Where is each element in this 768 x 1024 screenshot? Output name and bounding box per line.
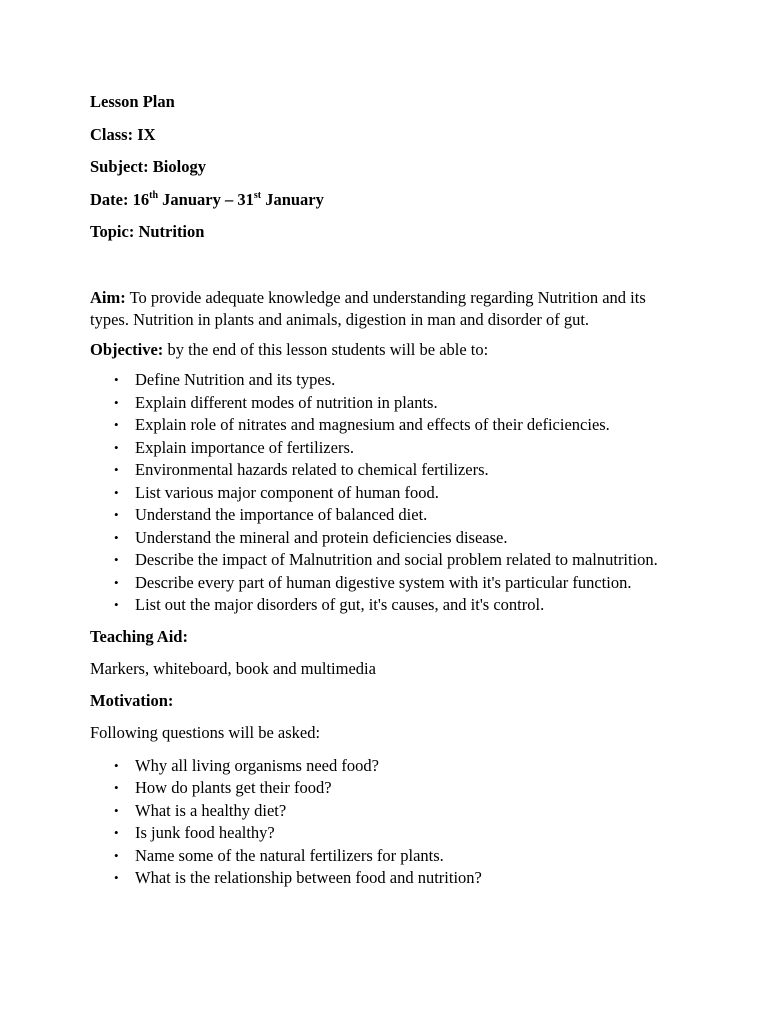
motivation-question-text: Why all living organisms need food? [135,755,379,775]
objective-item-text: Describe the impact of Malnutrition and social problem related to malnutrition. [135,550,658,569]
bullet-icon: • [114,417,119,432]
teaching-aid-heading: Teaching Aid: [90,626,188,646]
motivation-heading: Motivation: [90,690,174,710]
bullet-icon: • [114,825,119,840]
bullet-icon: • [114,847,119,863]
date-second-superscript: st [253,189,262,201]
objective-label: Objective: [90,340,164,359]
objective-item [90,482,680,505]
date-line [90,190,680,210]
date-suffix: January [261,189,324,209]
motivation-question-list [90,755,680,890]
bullet-icon: • [114,394,119,410]
motivation-question [90,800,680,823]
lesson-plan-document [90,92,680,890]
objective-item [90,549,680,572]
motivation-question [90,755,680,778]
bullet-icon: • [114,757,119,773]
objective-item [90,527,680,550]
motivation-question-text: How do plants get their food? [135,778,332,797]
objective-item-text: Explain importance of fertilizers. [135,437,354,457]
bullet-icon: • [114,802,119,818]
objective-item-text: Define Nutrition and its types. [135,370,336,389]
bullet-icon: • [114,597,119,612]
objective-item [90,572,680,595]
date-middle: January – 31 [158,189,254,209]
motivation-question-text: Name some of the natural fertilizers for plants. [135,845,444,865]
objective-item-text: Describe every part of human digestive system with it's particular function. [135,572,632,592]
motivation-question [90,867,680,890]
objective-list [90,369,680,617]
objective-item-text: List various major component of human food. [135,482,439,502]
aim-paragraph [90,287,680,331]
objective-item [90,504,680,527]
aim-text: To provide adequate knowledge and understanding regarding Nutrition and its types. Nutrition in plants and animals, digestion in man and disorder of gut. [90,288,646,329]
objective-item [90,369,680,392]
topic-line: Topic: Nutrition [90,222,205,241]
objective-item-text: Environmental hazards related to chemical fertilizers. [135,460,489,479]
date-first-superscript: th [149,189,159,201]
bullet-icon: • [114,529,119,545]
motivation-question [90,822,680,845]
date-prefix: Date: 16 [90,189,150,209]
aim-label: Aim: [90,288,126,307]
objective-item-text: Understand the importance of balanced diet. [135,505,428,524]
objective-item-text: List out the major disorders of gut, it's causes, and it's control. [135,595,545,614]
bullet-icon: • [114,462,119,477]
motivation-question-text: Is junk food healthy? [135,823,275,842]
objective-item [90,414,680,437]
objective-item-text: Explain role of nitrates and magnesium and effects of their deficiencies. [135,415,610,434]
class-line: Class: IX [90,124,156,144]
bullet-icon: • [114,574,119,590]
bullet-icon: • [114,372,119,387]
bullet-icon: • [114,552,119,567]
objective-item-text: Understand the mineral and protein deficiencies disease. [135,527,508,547]
motivation-question-text: What is a healthy diet? [135,800,287,820]
objective-item [90,459,680,482]
objective-paragraph [90,339,680,361]
motivation-question [90,777,680,800]
bullet-icon: • [114,484,119,500]
bullet-icon: • [114,439,119,455]
objective-item [90,594,680,617]
subject-line: Subject: Biology [90,157,206,176]
objective-text: by the end of this lesson students will be able to: [163,340,489,359]
bullet-icon: • [114,507,119,522]
motivation-intro: Following questions will be asked: [90,722,321,742]
bullet-icon: • [114,870,119,885]
objective-item [90,437,680,460]
teaching-aid-text: Markers, whiteboard, book and multimedia [90,658,376,678]
bullet-icon: • [114,780,119,795]
document-title: Lesson Plan [90,92,175,111]
motivation-question-text: What is the relationship between food and nutrition? [135,868,482,887]
objective-item-text: Explain different modes of nutrition in plants. [135,392,438,412]
objective-item [90,392,680,415]
motivation-question [90,845,680,868]
